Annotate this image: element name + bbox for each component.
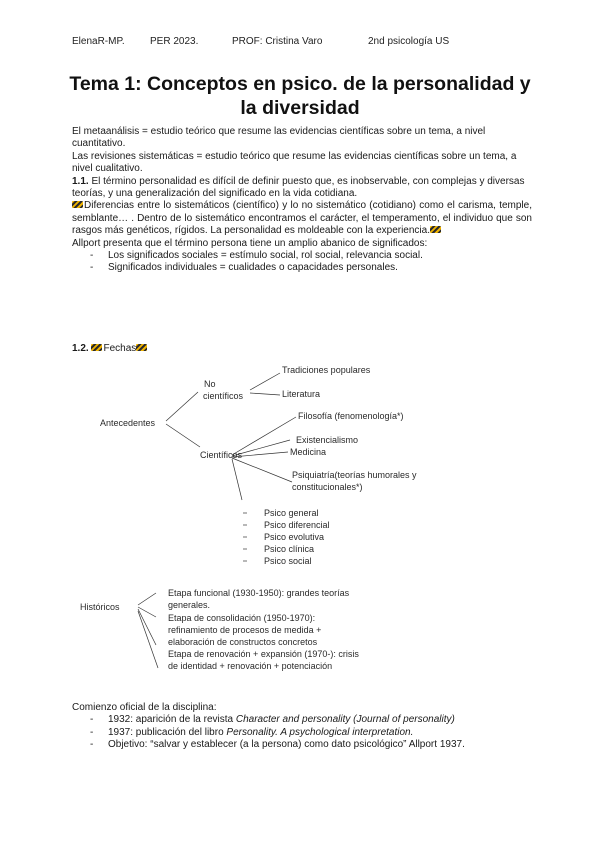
book-title: Personality. A psychological interpretation. bbox=[226, 726, 414, 738]
history-diagram bbox=[60, 355, 460, 685]
construction-emoji-icon bbox=[72, 201, 83, 208]
intro-section bbox=[72, 126, 532, 275]
metaanalisis-paragraph: El metaanálisis = estudio teórico que resume las evidencias científicas sobre un tema, a nivel cuantitativo. bbox=[72, 126, 486, 150]
bullet-text: 1937: publicación del libro bbox=[108, 726, 227, 738]
medicina-label: Medicina bbox=[290, 447, 327, 457]
filosofia-label: Filosofía (fenomenología*) bbox=[298, 411, 404, 421]
comienzo-section bbox=[72, 702, 532, 752]
section-1-1-number: 1.1. bbox=[72, 175, 89, 187]
list-item bbox=[72, 727, 532, 739]
no-cientificos-label-1: No bbox=[204, 379, 216, 389]
section-1-1-text: El término personalidad es difícil de definir puesto que, es inobservable, con complejas y diversas teorías, y una generalización del significado en la vida cotidiana. bbox=[72, 175, 525, 200]
etapa-consolidacion-label-1: Etapa de consolidación (1950-1970): bbox=[168, 613, 316, 623]
header-course: PER 2023. bbox=[150, 36, 199, 47]
etapa-funcional-label-1: Etapa funcional (1930-1950): grandes teorías bbox=[168, 588, 350, 598]
psiquiatria-label-2: constitucionales*) bbox=[292, 482, 363, 492]
etapa-consolidacion-label-2: refinamiento de procesos de medida + bbox=[168, 625, 322, 635]
tradiciones-label: Tradiciones populares bbox=[282, 365, 371, 375]
header-professor: PROF: Cristina Varo bbox=[232, 36, 323, 47]
page-title: Tema 1: Conceptos en psico. de la personalidad y la diversidad bbox=[69, 73, 531, 119]
comienzo-bullet-list bbox=[72, 714, 532, 751]
antecedentes-label: Antecedentes bbox=[100, 418, 156, 428]
list-item bbox=[72, 714, 532, 726]
etapa-renovacion-label-2: de identidad + renovación + potenciación bbox=[168, 661, 333, 671]
psico-social-label: Psico social bbox=[264, 556, 312, 566]
construction-emoji-icon bbox=[91, 344, 102, 351]
revisiones-paragraph: Las revisiones sistemáticas = estudio teórico que resume las evidencias científicas sobre un tema, a nivel cualitativo. bbox=[72, 150, 517, 175]
list-item: - Los significados sociales = estímulo social, rol social, relevancia social. bbox=[72, 250, 532, 262]
construction-emoji-icon bbox=[430, 226, 441, 233]
psiquiatria-label-1: Psiquiatría(teorías humorales y bbox=[292, 470, 417, 480]
psico-diferencial-label: Psico diferencial bbox=[264, 520, 330, 530]
section-1-2-number: 1.2. bbox=[72, 343, 89, 354]
section-1-2-heading bbox=[72, 343, 148, 354]
section-1-2-label: Fechas bbox=[103, 343, 137, 354]
bullet-text: 1932: aparición de la revista bbox=[108, 714, 236, 726]
no-cientificos-label-2: científicos bbox=[203, 391, 244, 401]
section-1-1-paragraph bbox=[72, 176, 532, 201]
list-item: - Significados individuales = cualidades o capacidades personales. bbox=[72, 262, 532, 274]
comienzo-intro: Comienzo oficial de la disciplina: bbox=[72, 702, 217, 713]
journal-title: Character and personality (Journal of personality) bbox=[235, 714, 455, 726]
etapa-renovacion-label-1: Etapa de renovación + expansión (1970-): crisis bbox=[168, 649, 359, 659]
construction-emoji-icon bbox=[136, 344, 147, 351]
literatura-label: Literatura bbox=[282, 389, 321, 399]
list-item: - Objetivo: “salvar y establecer (a la persona) como dato psicológico” Allport 1937. bbox=[72, 739, 532, 751]
etapa-consolidacion-label-3: elaboración de constructos concretos bbox=[168, 637, 318, 647]
historicos-label: Históricos bbox=[80, 602, 120, 612]
allport-paragraph: Allport presenta que el término persona tiene un amplio abanico de significados: bbox=[72, 237, 428, 249]
psico-evolutiva-label: Psico evolutiva bbox=[264, 532, 325, 542]
cientificos-label: Científicos bbox=[200, 450, 243, 460]
allport-bullet-list bbox=[72, 250, 532, 275]
existencialismo-label: Existencialismo bbox=[296, 435, 359, 445]
diferencias-paragraph bbox=[72, 200, 532, 237]
diagram-lines bbox=[60, 355, 460, 685]
header-program: 2nd psicología US bbox=[368, 36, 450, 47]
header-author: ElenaR-MP. bbox=[72, 36, 125, 47]
psico-general-label: Psico general bbox=[264, 508, 319, 518]
psico-clinica-label: Psico clínica bbox=[264, 544, 315, 554]
etapa-funcional-label-2: generales. bbox=[168, 600, 211, 610]
diferencias-text: Diferencias entre lo sistemáticos (científico) y lo no sistemático (cotidiano) como el carisma, temple, semblante… . Dentro de lo sistemático encontramos el carácter, el temperamento, el individuo que son rasgos más genéticos, rígidos. La personalidad es moldeable con la experiencia. bbox=[72, 200, 532, 237]
